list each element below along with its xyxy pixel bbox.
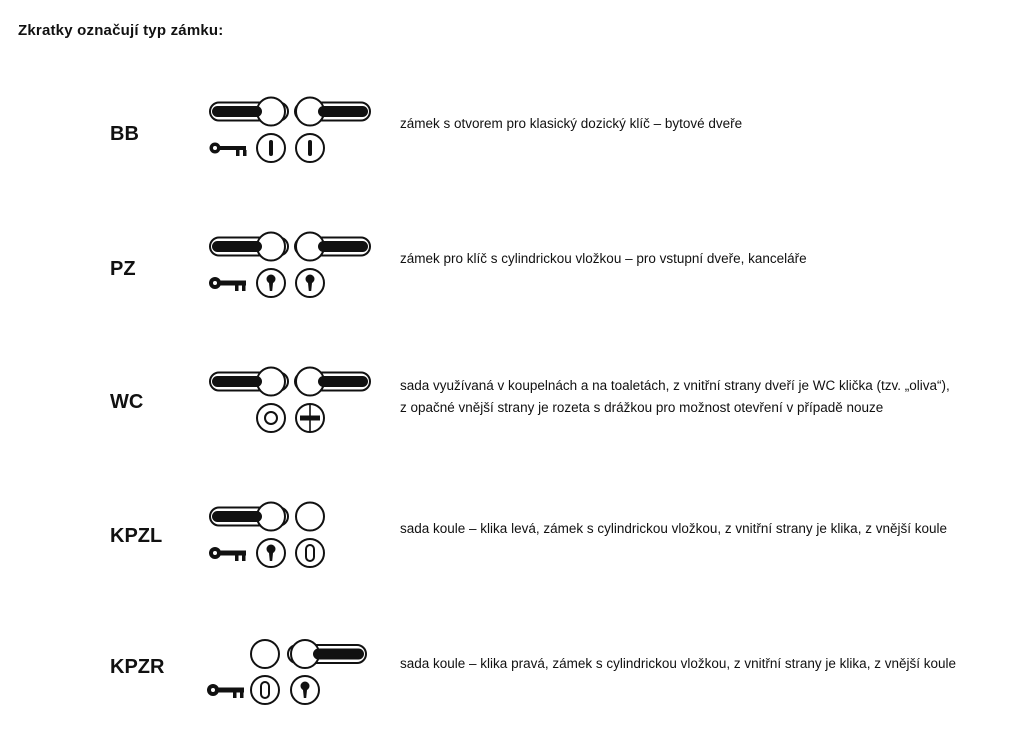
desc-wc [400,375,950,419]
abbr-label-pz: PZ [110,258,136,280]
pz-lock-set-icon [200,230,380,310]
bb-lock-set-icon [200,95,380,175]
desc-pz [400,248,807,270]
handle-pair-wc-illustration [200,365,380,445]
desc-line: sada koule – klika pravá, zámek s cylindrickou vložkou, z vnitřní strany je klika, z vnější koule [400,656,956,671]
abbr-label-wc: WC [110,391,144,413]
handle-pair-pz-illustration [200,230,380,310]
page-title: Zkratky označují typ zámku: [18,22,224,39]
kpzr-lock-set-icon [200,628,380,708]
desc-kpzr [400,653,956,675]
abbr-label-bb: BB [110,123,139,145]
kpzl-lock-set-icon [200,500,380,580]
desc-line: zámek pro klíč s cylindrickou vložkou – pro vstupní dveře, kanceláře [400,251,807,266]
desc-line: sada využívaná v koupelnách a na toaletách, z vnitřní strany dveří je WC klička (tzv. „oliva“), [400,378,950,393]
handle-knob-right-illustration [200,628,380,708]
handle-knob-left-illustration [200,500,380,580]
desc-bb [400,113,742,135]
desc-line: sada koule – klika levá, zámek s cylindrickou vložkou, z vnitřní strany je klika, z vnější koule [400,521,947,536]
desc-line: zámek s otvorem pro klasický dozický klíč – bytové dveře [400,116,743,131]
handle-pair-bb-illustration [200,95,380,175]
desc-kpzl [400,518,947,540]
desc-line: z opačné vnější strany je rozeta s drážkou pro možnost otevření v případě nouze [400,400,884,415]
wc-lock-set-icon [200,365,380,445]
abbr-label-kpzl: KPZL [110,525,163,547]
abbr-label-kpzr: KPZR [110,656,165,678]
